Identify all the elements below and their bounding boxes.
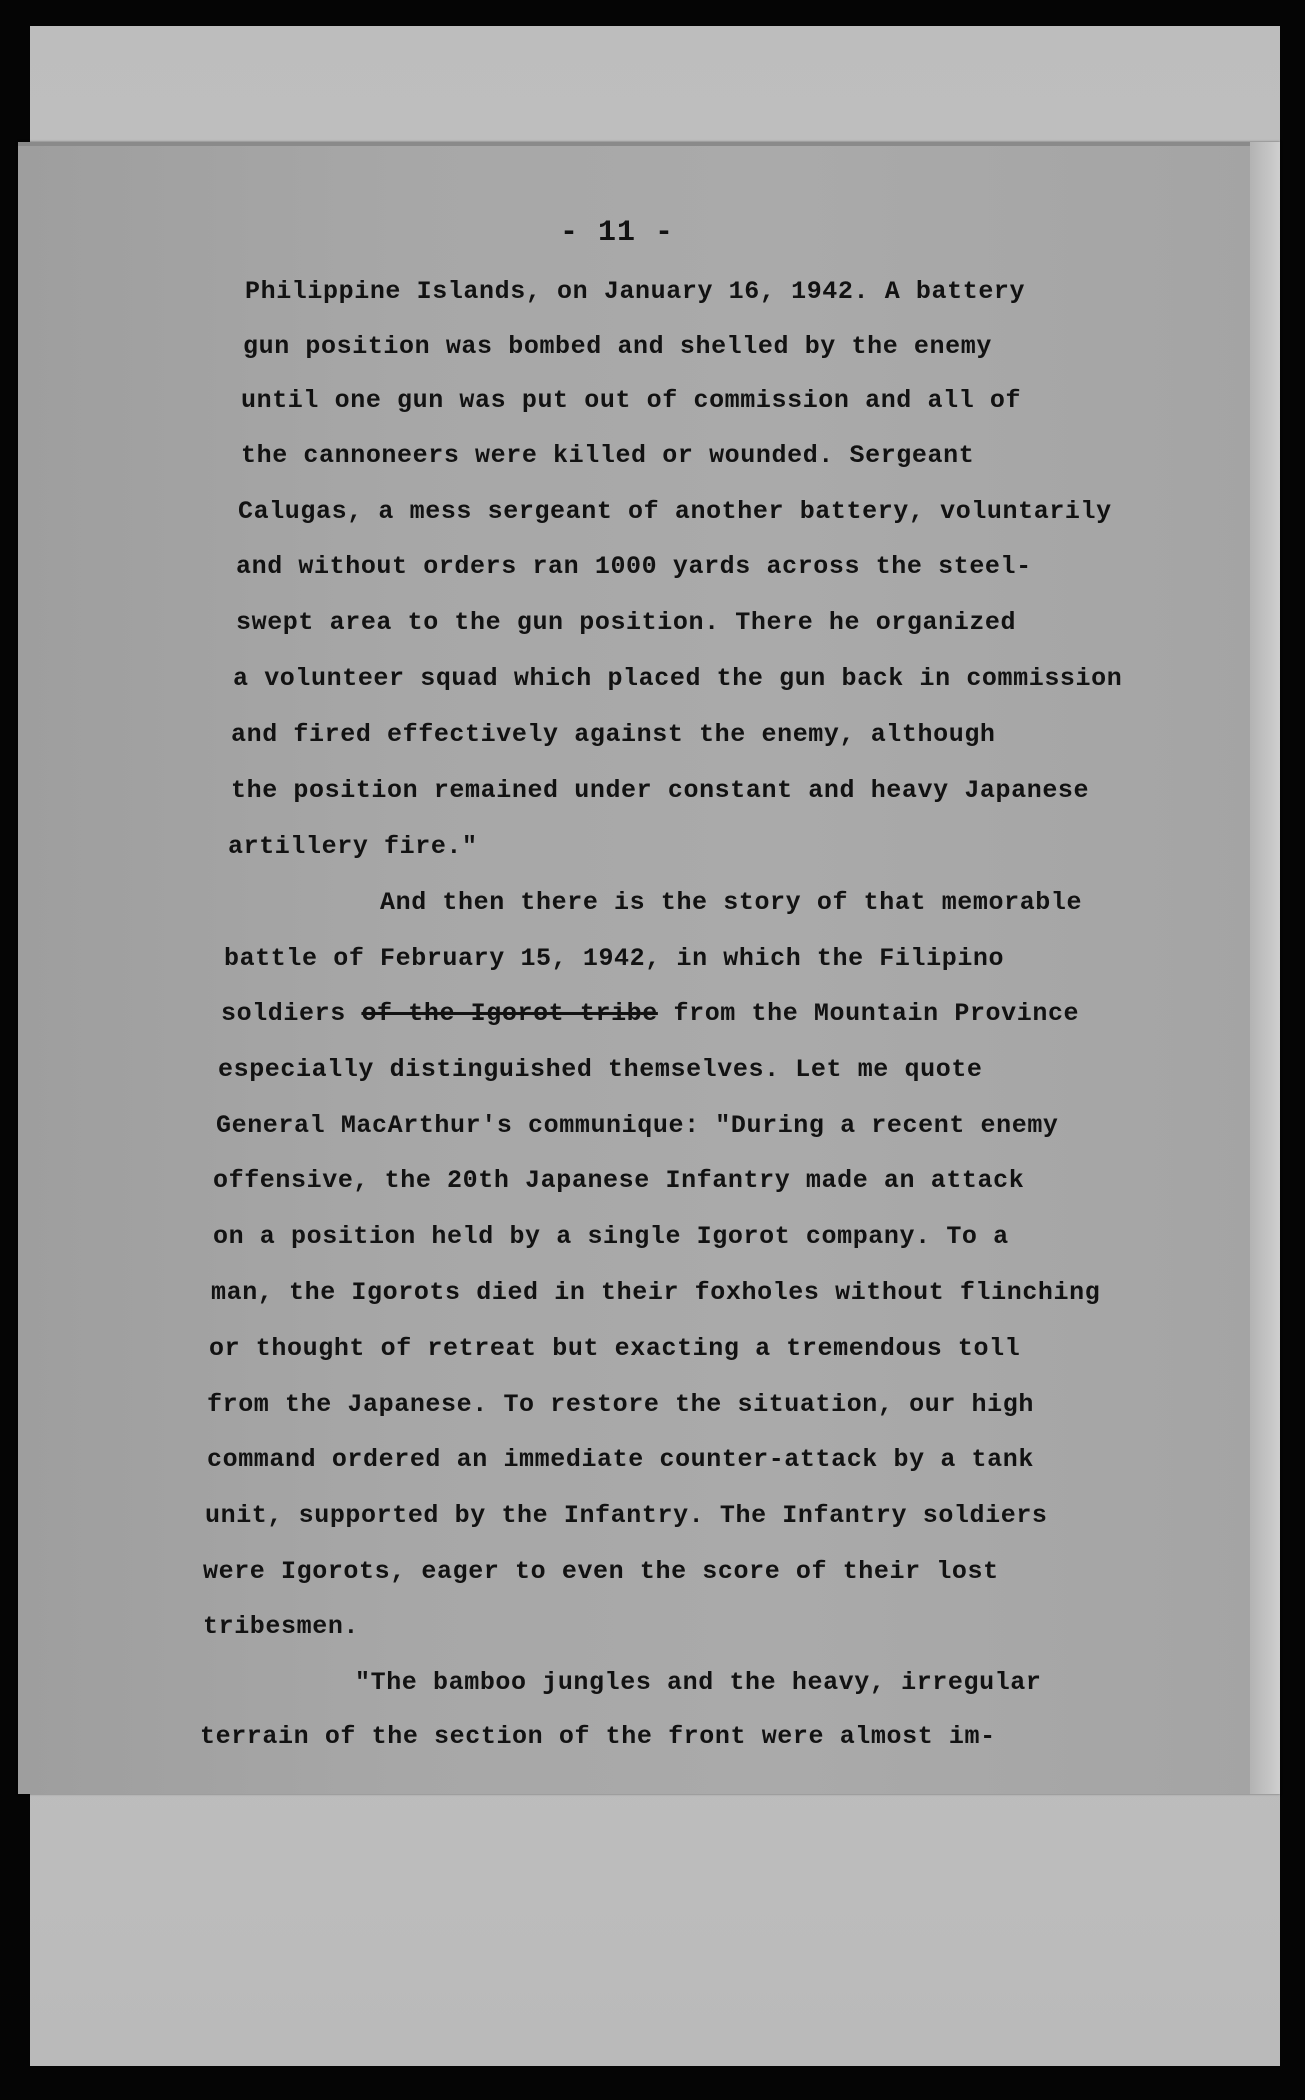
text-line: man, the Igorots died in their foxholes without flinching bbox=[211, 1278, 1101, 1307]
text-line: offensive, the 20th Japanese Infantry made an attack bbox=[213, 1166, 1025, 1195]
struck-through-text: of the Igorot tribe bbox=[361, 999, 658, 1028]
text-line: swept area to the gun position. There he organized bbox=[236, 608, 1017, 637]
text-line: tribesmen. bbox=[203, 1612, 360, 1641]
text-line: and fired effectively against the enemy, although bbox=[231, 720, 996, 749]
text-line: were Igorots, eager to even the score of their lost bbox=[203, 1557, 999, 1586]
text-segment: soldiers bbox=[221, 999, 346, 1028]
text-line: battle of February 15, 1942, in which the Filipino bbox=[224, 944, 1005, 973]
text-line: especially distinguished themselves. Let me quote bbox=[218, 1055, 983, 1084]
page-number: - 11 - bbox=[560, 216, 675, 250]
text-line: from the Japanese. To restore the situation, our high bbox=[207, 1390, 1034, 1419]
text-line: a volunteer squad which placed the gun back in commission bbox=[233, 664, 1123, 693]
text-line: until one gun was put out of commission and all of bbox=[241, 386, 1022, 415]
text-line: artillery fire." bbox=[228, 832, 478, 861]
text-line: the position remained under constant and heavy Japanese bbox=[231, 776, 1090, 805]
text-line: and without orders ran 1000 yards across the steel- bbox=[236, 552, 1032, 581]
text-line: terrain of the section of the front were almost im- bbox=[200, 1722, 996, 1751]
text-line: the cannoneers were killed or wounded. Sergeant bbox=[241, 441, 975, 470]
text-line: or thought of retreat but exacting a tremendous toll bbox=[209, 1334, 1021, 1363]
text-line: "The bamboo jungles and the heavy, irregular bbox=[355, 1668, 1042, 1697]
text-line: command ordered an immediate counter-attack by a tank bbox=[207, 1445, 1034, 1474]
text-line: unit, supported by the Infantry. The Infantry soldiers bbox=[205, 1501, 1048, 1530]
text-line: on a position held by a single Igorot company. To a bbox=[213, 1222, 1009, 1251]
text-line: And then there is the story of that memorable bbox=[380, 888, 1083, 917]
text-line: Philippine Islands, on January 16, 1942. A battery bbox=[245, 277, 1026, 306]
text-segment: from the Mountain Province bbox=[673, 999, 1080, 1028]
text-line: Calugas, a mess sergeant of another battery, voluntarily bbox=[238, 497, 1112, 526]
text-line: General MacArthur's communique: "During a recent enemy bbox=[216, 1111, 1059, 1140]
text-line bbox=[221, 999, 1079, 1028]
text-line: gun position was bombed and shelled by the enemy bbox=[243, 332, 992, 361]
